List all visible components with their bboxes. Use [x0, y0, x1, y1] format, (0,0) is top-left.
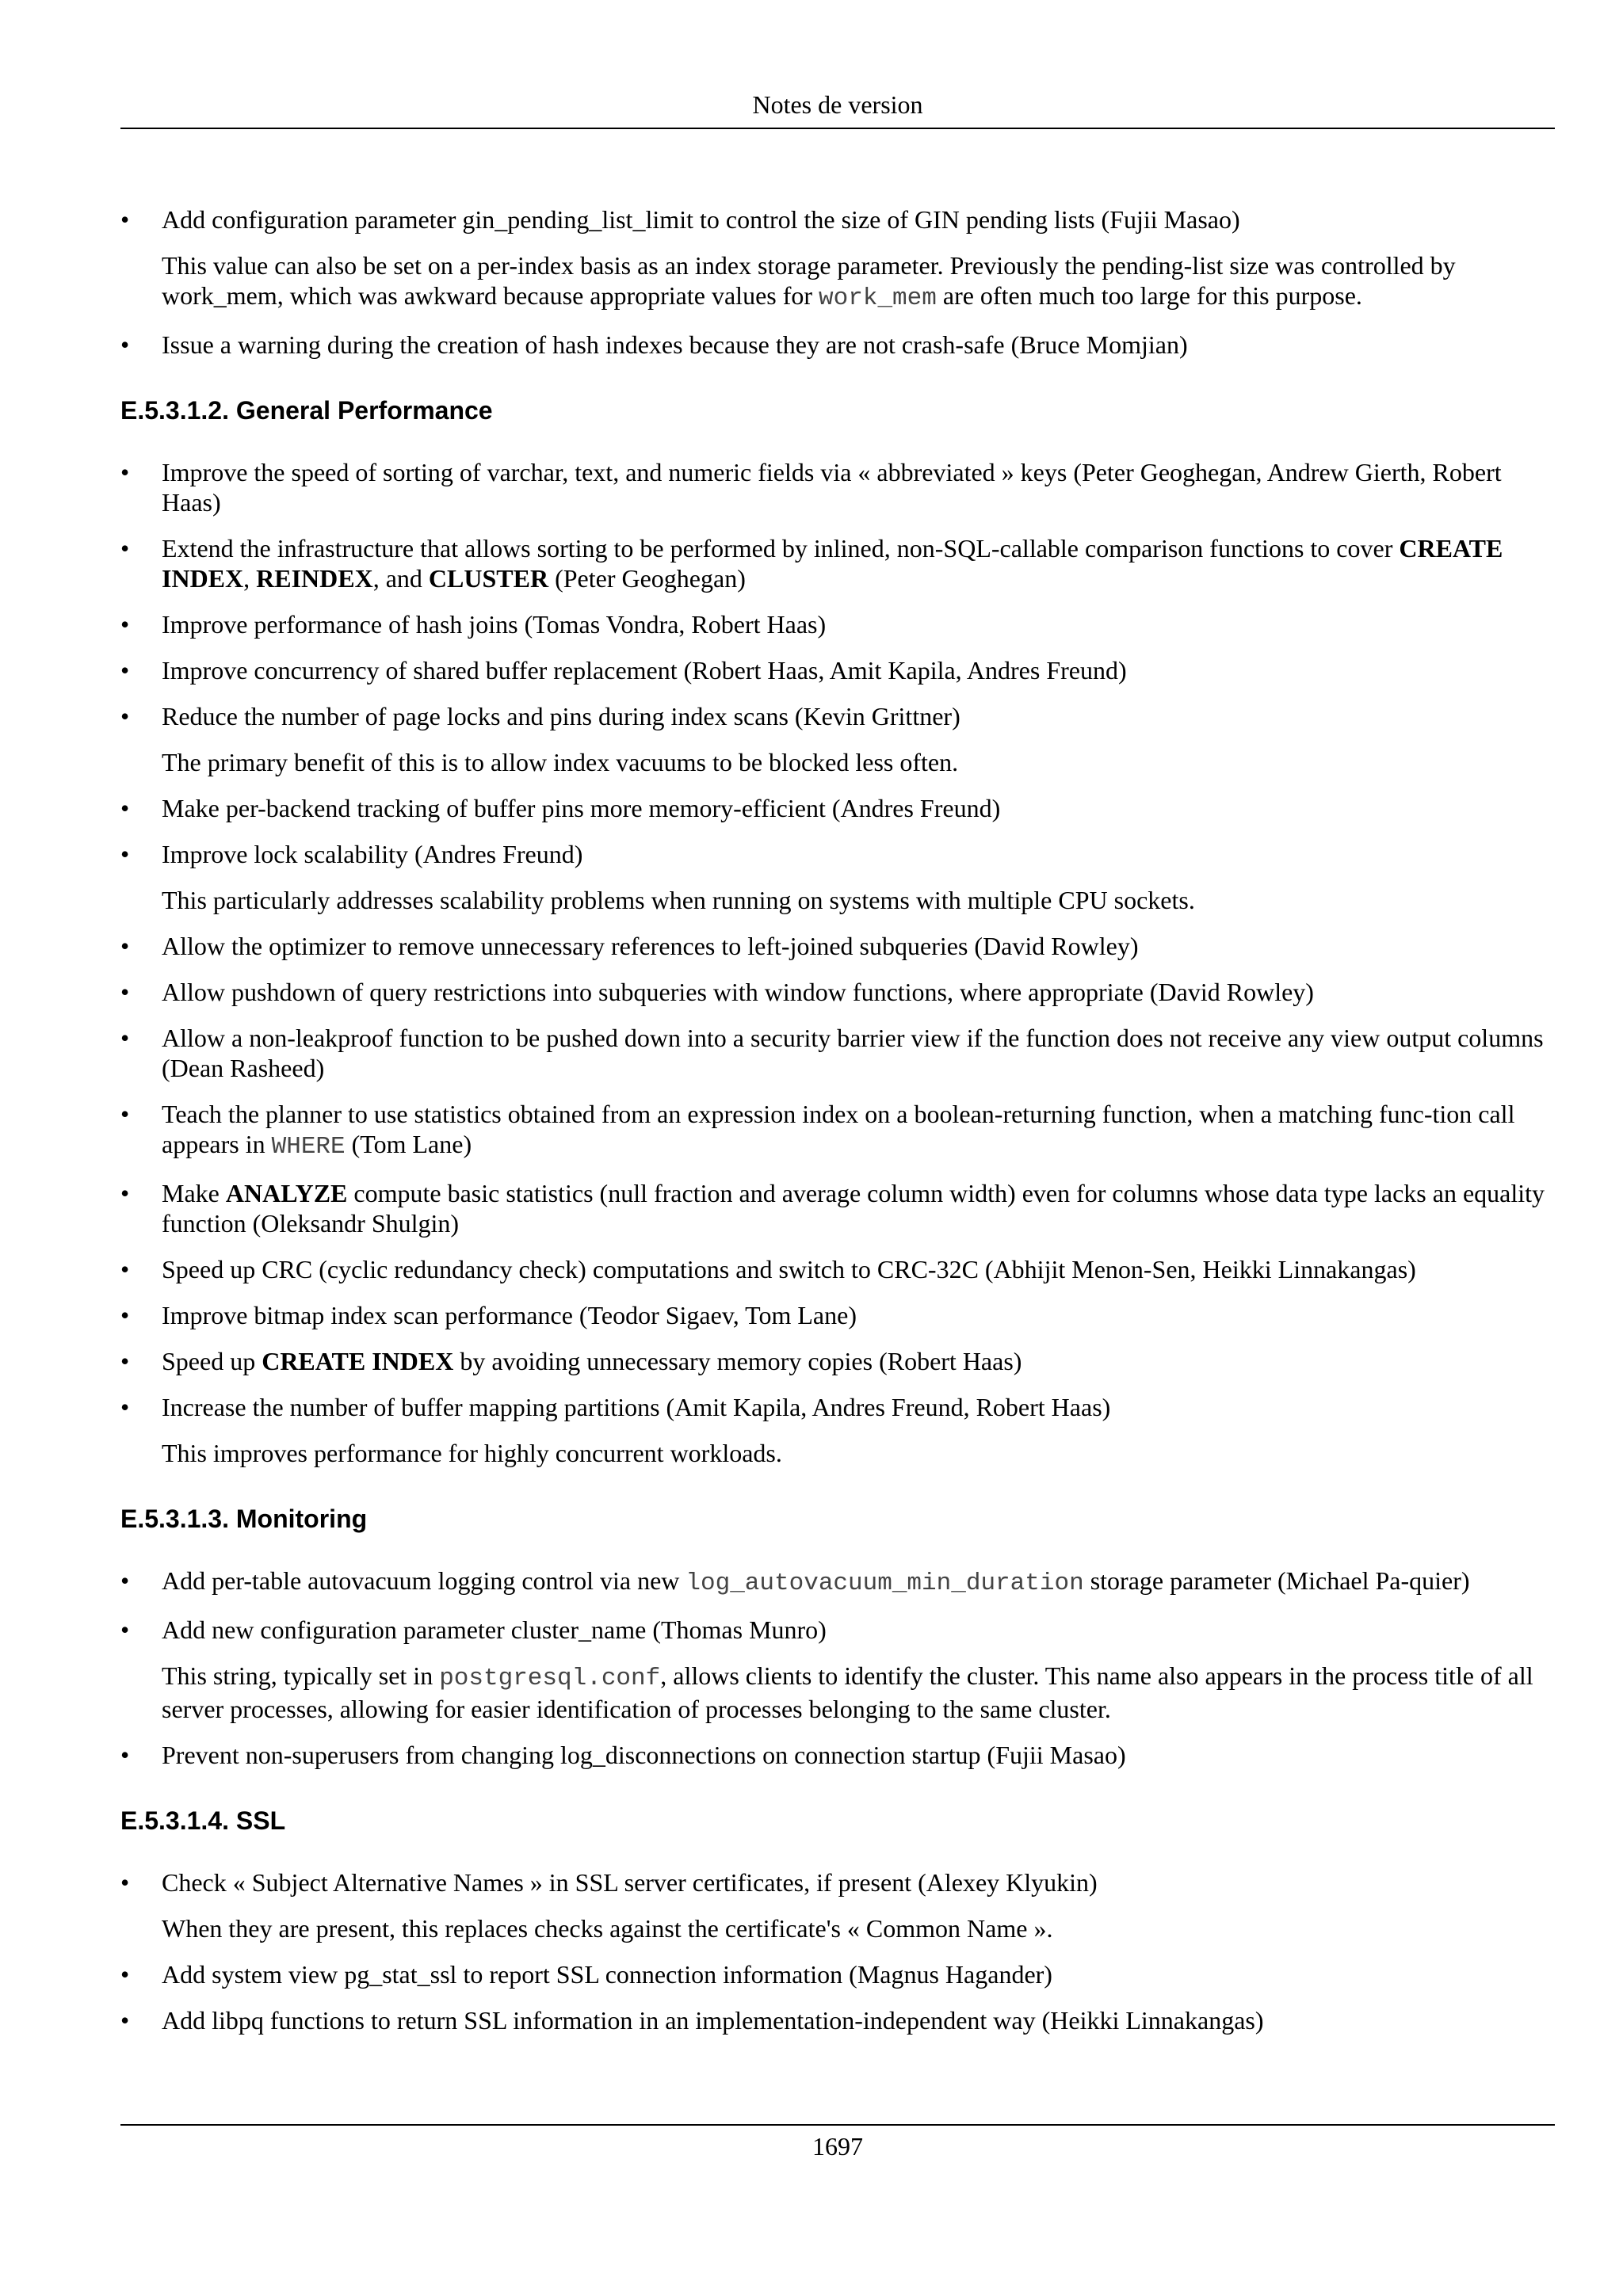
page-number: 1697: [812, 2132, 863, 2161]
item-note: The primary benefit of this is to allow index vacuums to be blocked less often.: [162, 748, 959, 776]
list-item: [120, 931, 1555, 961]
inline-code: log_autovacuum_min_duration: [685, 1569, 1084, 1597]
list-item: [120, 1300, 1555, 1330]
list-item: [120, 1023, 1555, 1083]
bullet: •: [120, 702, 130, 730]
bullet: •: [120, 1566, 130, 1595]
list-item: [120, 1392, 1555, 1468]
bullet: •: [120, 330, 130, 359]
section-heading-performance: E.5.3.1.2. General Performance: [120, 396, 493, 425]
list-item: [120, 1566, 1555, 1599]
list-item: [120, 839, 1555, 915]
item-text: Allow pushdown of query restrictions into subqueries with window functions, where appropriate (David Rowley): [162, 978, 1314, 1006]
list-item: [120, 1615, 1555, 1724]
item-text: Check « Subject Alternative Names » in SSL server certificates, if present (Alexey Klyukin): [162, 1868, 1098, 1897]
list-item: [120, 1959, 1555, 1989]
item-text: Speed up CRC (cyclic redundancy check) computations and switch to CRC-32C (Abhijit Menon-Sen, Heikki Linnakangas): [162, 1255, 1416, 1283]
list-item: [120, 204, 1555, 314]
item-text: Add configuration parameter gin_pending_list_limit to control the size of GIN pending lists (Fujii Masao): [162, 205, 1240, 234]
item-text: Extend the infrastructure that allows sorting to be performed by inlined, non-SQL-callable comparison functions to cover CREATE INDEX, REINDEX, and CLUSTER (Peter Geoghegan): [162, 534, 1503, 593]
command-name: REINDEX: [256, 564, 373, 593]
bullet: •: [120, 1393, 130, 1421]
item-text: Add system view pg_stat_ssl to report SSL connection information (Magnus Hagander): [162, 1960, 1052, 1989]
section-heading-ssl: E.5.3.1.4. SSL: [120, 1806, 286, 1835]
command-name: CREATE INDEX: [262, 1347, 454, 1375]
bullet: •: [120, 205, 130, 234]
page-content: [120, 204, 1555, 2051]
page-header-title: Notes de version: [752, 90, 923, 119]
header-rule: [120, 128, 1555, 129]
item-text: Improve lock scalability (Andres Freund): [162, 840, 583, 868]
item-text: Add new configuration parameter cluster_name (Thomas Munro): [162, 1615, 827, 1644]
item-text: Add libpq functions to return SSL information in an implementation-independent way (Heikki Linnakangas): [162, 2006, 1264, 2035]
item-text: Improve the speed of sorting of varchar, text, and numeric fields via « abbreviated » keys (Peter Geoghegan, Andrew Gierth, Robert Haas): [162, 458, 1502, 517]
list-item: [120, 457, 1555, 517]
inline-code: postgresql.conf: [439, 1665, 661, 1692]
item-note: This string, typically set in postgresql.conf, allows clients to identify the cluster. This name also appears in the process title of all server processes, allowing for easier identification of processes belonging to the same cluster.: [162, 1661, 1533, 1723]
list-item: [120, 1178, 1555, 1238]
list-item: [120, 1867, 1555, 1943]
bullet: •: [120, 458, 130, 486]
command-name: ANALYZE: [225, 1179, 348, 1207]
bullet: •: [120, 1741, 130, 1769]
footer-rule: [120, 2124, 1555, 2126]
item-text: Allow the optimizer to remove unnecessary references to left-joined subqueries (David Rowley): [162, 932, 1139, 960]
bullet: •: [120, 534, 130, 563]
item-text: Prevent non-superusers from changing log_disconnections on connection startup (Fujii Masao): [162, 1741, 1126, 1769]
bullet: •: [120, 1255, 130, 1283]
list-item: [120, 2005, 1555, 2035]
list-item: [120, 977, 1555, 1007]
list-item: [120, 1254, 1555, 1284]
item-note: This particularly addresses scalability problems when running on systems with multiple CPU sockets.: [162, 886, 1195, 914]
bullet: •: [120, 1615, 130, 1644]
list-item: [120, 609, 1555, 639]
list-item: [120, 533, 1555, 593]
item-text: Make per-backend tracking of buffer pins more memory-efficient (Andres Freund): [162, 794, 1001, 822]
bullet: •: [120, 1024, 130, 1052]
bullet: •: [120, 610, 130, 639]
bullet: •: [120, 1347, 130, 1375]
item-text: Improve performance of hash joins (Tomas Vondra, Robert Haas): [162, 610, 827, 639]
list-item: [120, 1740, 1555, 1770]
item-text: Speed up CREATE INDEX by avoiding unnecessary memory copies (Robert Haas): [162, 1347, 1022, 1375]
list-item: [120, 1346, 1555, 1376]
list-item: [120, 1099, 1555, 1162]
list-item: [120, 655, 1555, 685]
command-name: CLUSTER: [428, 564, 549, 593]
bullet: •: [120, 1960, 130, 1989]
item-text: Increase the number of buffer mapping partitions (Amit Kapila, Andres Freund, Robert Haas): [162, 1393, 1111, 1421]
item-text: Issue a warning during the creation of hash indexes because they are not crash-safe (Bruce Momjian): [162, 330, 1188, 359]
inline-code: WHERE: [271, 1133, 346, 1161]
command-name: CREATE INDEX: [162, 534, 1503, 593]
section-heading-monitoring: E.5.3.1.3. Monitoring: [120, 1505, 368, 1533]
bullet: •: [120, 1179, 130, 1207]
item-note: This improves performance for highly concurrent workloads.: [162, 1439, 782, 1467]
bullet: •: [120, 1868, 130, 1897]
item-text: Improve concurrency of shared buffer replacement (Robert Haas, Amit Kapila, Andres Freund): [162, 656, 1127, 685]
bullet: •: [120, 1100, 130, 1128]
item-note: When they are present, this replaces checks against the certificate's « Common Name ».: [162, 1914, 1053, 1943]
list-item: [120, 330, 1555, 360]
item-note: This value can also be set on a per-index basis as an index storage parameter. Previously the pending-list size was controlled by work_mem, which was awkward because appropriate values for work_mem are often much too large for this purpose.: [162, 251, 1456, 312]
bullet: •: [120, 932, 130, 960]
bullet: •: [120, 840, 130, 868]
bullet: •: [120, 1301, 130, 1329]
item-text: Reduce the number of page locks and pins during index scans (Kevin Grittner): [162, 702, 960, 730]
bullet: •: [120, 2006, 130, 2035]
item-text: Make ANALYZE compute basic statistics (null fraction and average column width) even for columns whose data type lacks an equality function (Oleksandr Shulgin): [162, 1179, 1545, 1238]
item-text: Improve bitmap index scan performance (Teodor Sigaev, Tom Lane): [162, 1301, 857, 1329]
item-text: Teach the planner to use statistics obtained from an expression index on a boolean-returning function, when a matching func-tion call appears in WHERE (Tom Lane): [162, 1100, 1515, 1161]
list-item: [120, 793, 1555, 823]
list-item: [120, 701, 1555, 777]
bullet: •: [120, 656, 130, 685]
bullet: •: [120, 794, 130, 822]
item-text: Allow a non-leakproof function to be pushed down into a security barrier view if the function does not receive any view output columns (Dean Rasheed): [162, 1024, 1544, 1082]
item-text: Add per-table autovacuum logging control via new log_autovacuum_min_duration storage parameter (Michael Pa-quier): [162, 1566, 1470, 1597]
bullet: •: [120, 978, 130, 1006]
inline-code: work_mem: [819, 284, 937, 312]
